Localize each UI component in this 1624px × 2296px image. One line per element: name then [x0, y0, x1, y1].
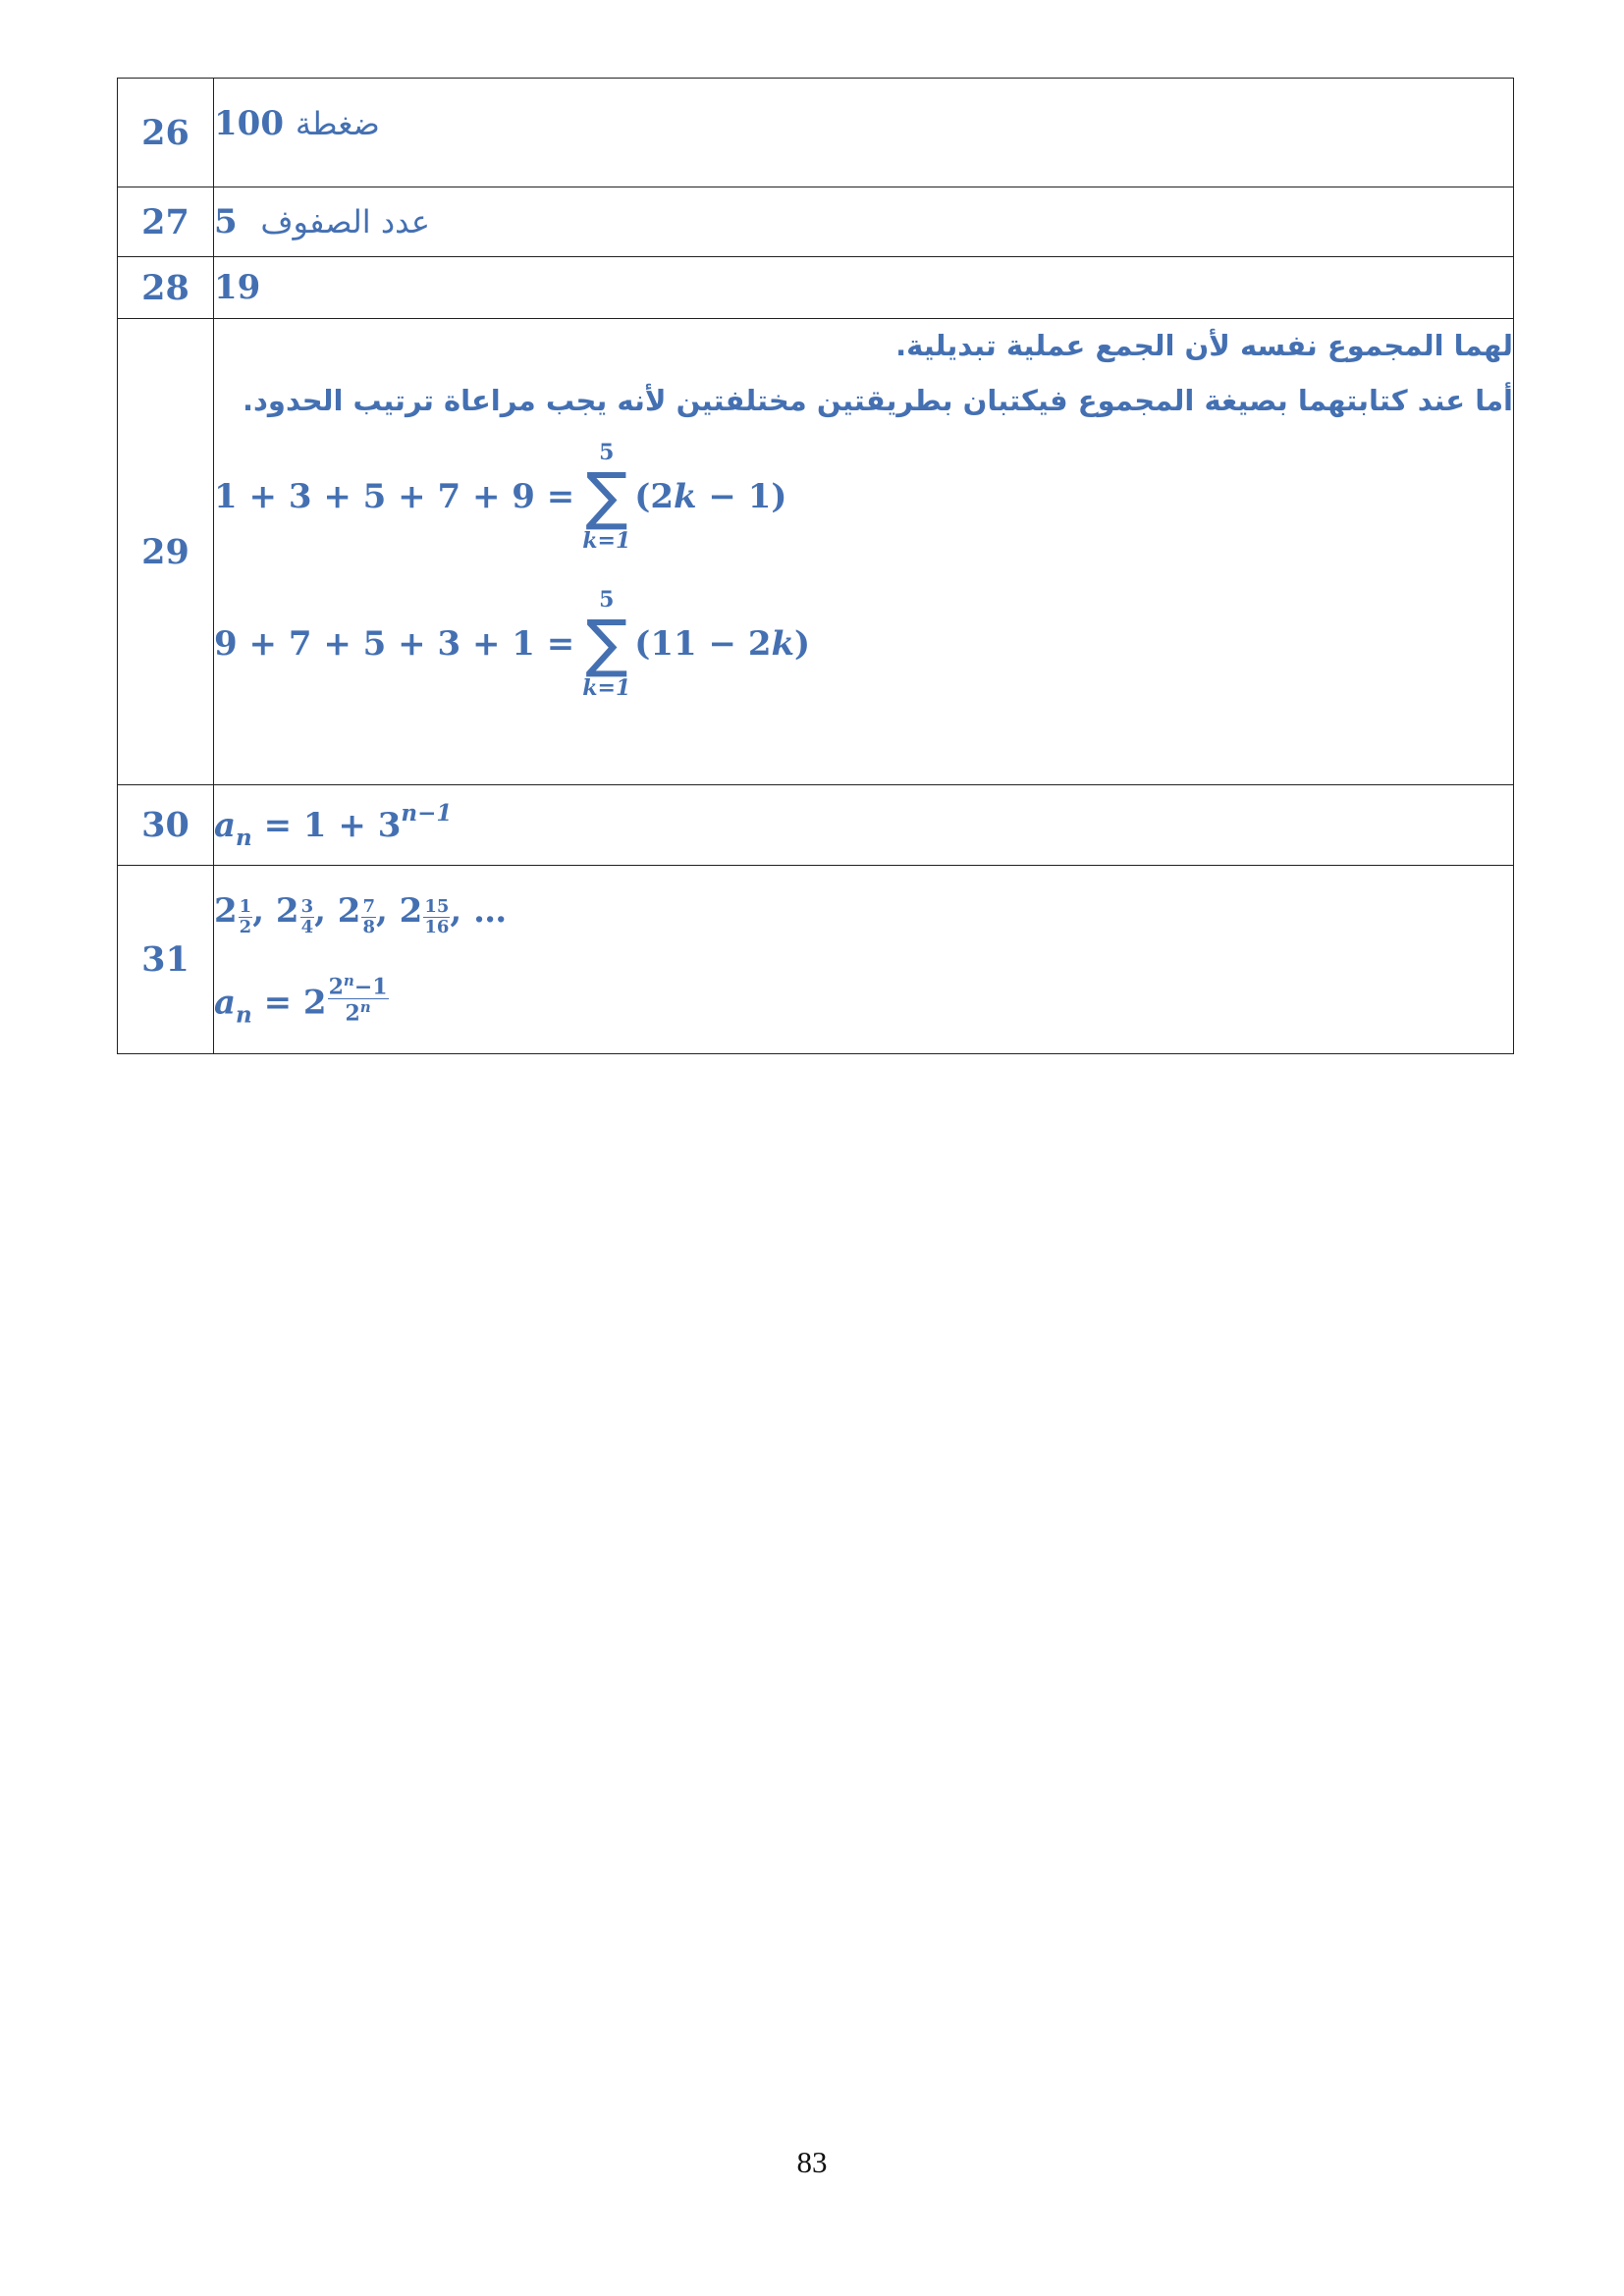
equation-2 [214, 570, 1513, 718]
equation-rhs [634, 624, 810, 664]
sequence-term-base: 2 [337, 890, 361, 931]
sequence-term-base: 2 [275, 890, 299, 931]
answer-cell [214, 319, 1514, 785]
summation [582, 589, 630, 699]
ellipsis: … [473, 890, 508, 931]
equation-lhs: 9 + 7 + 5 + 3 + 1 = [214, 624, 575, 664]
sequence-term-exponent [423, 895, 450, 937]
answer-cell [214, 79, 1514, 187]
table-row [118, 319, 1514, 785]
answer-value: 100 [214, 104, 284, 143]
answer-value: 5 [214, 202, 238, 241]
explanation-line-2: أما عند كتابتهما بصيغة المجموع فيكتبان بطريقتين مختلفتين لأنه يجب مراعاة ترتيب الحدود. [243, 384, 1513, 417]
formula-eq: = 2 [263, 983, 327, 1023]
row-number: 30 [118, 785, 214, 866]
rhs-part: ) [794, 624, 811, 664]
row-number: 29 [118, 319, 214, 785]
row-number: 28 [118, 257, 214, 319]
numerator-base: 2 [328, 974, 344, 1000]
answer-cell [214, 866, 1514, 1054]
summation-lower: k=1 [582, 675, 631, 701]
row-number: 31 [118, 866, 214, 1054]
exponent-denominator: 4 [300, 916, 314, 937]
explanation-line-1: لهما المجموع نفسه لأن الجمع عملية تبديلية. [895, 329, 1513, 362]
formula-rhs: = 1 + 3 [263, 805, 402, 845]
exponent-denominator: 8 [362, 916, 375, 937]
answer-table [117, 78, 1514, 1054]
comma: , [314, 890, 338, 931]
sequence-line [214, 891, 1513, 936]
formula-variable: a [214, 805, 237, 845]
table-row [118, 257, 1514, 319]
summation-upper: 5 [599, 440, 615, 465]
sequence-term-base: 2 [214, 890, 238, 931]
answer-text: عدد الصفوف [260, 203, 430, 240]
sequence-term-base: 2 [399, 890, 423, 931]
exponent-numerator: 15 [424, 895, 450, 917]
formula-variable: a [214, 983, 237, 1023]
rhs-variable: k [674, 477, 697, 516]
denominator-base: 2 [345, 1000, 360, 1027]
formula-subscript: n [236, 1001, 252, 1029]
exponent-numerator: 1 [239, 895, 252, 917]
answer-cell [214, 187, 1514, 257]
rhs-part: (2 [634, 477, 674, 516]
equation-1 [214, 423, 1513, 570]
exponent-numerator: 7 [362, 895, 375, 917]
exponent-numerator: 3 [300, 895, 314, 917]
formula-exponent: n−1 [401, 799, 453, 827]
comma: , [252, 890, 276, 931]
sigma-icon: ∑ [585, 608, 628, 680]
exponent-denominator: 16 [424, 916, 450, 937]
answer-cell [214, 257, 1514, 319]
fraction-denominator [345, 998, 371, 1027]
formula-subscript: n [236, 824, 252, 851]
answer-cell [214, 785, 1514, 866]
equation-lhs: 1 + 3 + 5 + 7 + 9 = [214, 477, 575, 516]
summation-upper: 5 [599, 587, 615, 613]
sequence-term-exponent [239, 895, 253, 937]
denominator-exponent: n [359, 998, 371, 1017]
rhs-variable: k [771, 624, 795, 664]
rhs-part: (11 − 2 [634, 624, 772, 664]
comma: , [375, 890, 400, 931]
sequence-term-exponent [361, 895, 376, 937]
table-row [118, 187, 1514, 257]
general-term [214, 971, 1513, 1029]
row-number: 26 [118, 79, 214, 187]
summation-lower: k=1 [582, 528, 631, 554]
table-row [118, 79, 1514, 187]
summation [582, 442, 630, 552]
answer-value: 19 [214, 268, 261, 307]
comma: , [450, 890, 474, 931]
page-number: 83 [796, 2145, 828, 2179]
numerator-exponent: n [343, 971, 354, 989]
equation-rhs [634, 477, 786, 516]
answer-text: ضغطة [295, 105, 380, 142]
rhs-part: − 1) [696, 477, 787, 516]
exponent-fraction [328, 971, 389, 1027]
fraction-numerator [328, 971, 389, 1000]
table-row [118, 866, 1514, 1054]
sequence-term-exponent [300, 895, 315, 937]
sigma-icon: ∑ [585, 460, 628, 533]
exponent-denominator: 2 [239, 916, 252, 937]
table-row [118, 785, 1514, 866]
row-number: 27 [118, 187, 214, 257]
numerator-tail: −1 [353, 974, 388, 1000]
